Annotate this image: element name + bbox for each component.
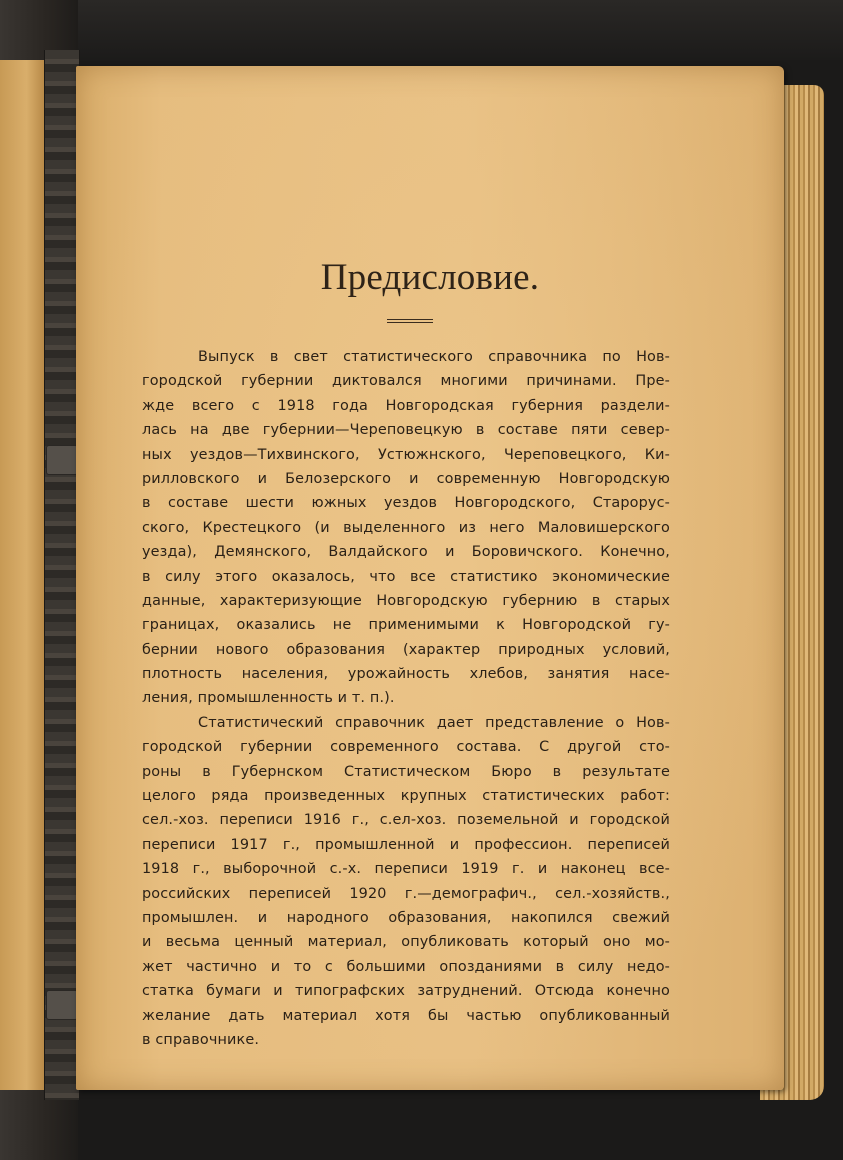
book-spine (44, 50, 80, 1100)
paragraph-2 (142, 711, 670, 1052)
preface-text (142, 345, 670, 1052)
text-line: Выпуск в свет статистического справочника по Нов- (198, 349, 670, 365)
text-line: данные, характеризующие Новгородскую губернию в старых (142, 592, 670, 609)
text-line: жде всего с 1918 года Новгородская губерния раздели- (142, 397, 670, 414)
text-line: уезда), Демянского, Валдайского и Боровичского. Конечно, (142, 544, 670, 561)
text-line: городской губернии современного состава. С другой сто- (142, 739, 670, 756)
text-line: жет частично и то с большими опозданиями в силу недо- (142, 958, 670, 975)
text-line: российских переписей 1920 г.—демографич., сел.-хозяйств., (142, 885, 670, 902)
text-line: статка бумаги и типографских затруднений. Отсюда конечно (142, 983, 670, 1000)
text-line: в составе шести южных уездов Новгородского, Старорус- (142, 495, 670, 512)
binding-clip (46, 990, 78, 1020)
text-line: ления, промышленность и т. п.). (142, 690, 395, 707)
title-divider (387, 319, 433, 323)
text-line: промышлен. и народного образования, накопился свежий (142, 909, 670, 926)
text-line: ского, Крестецкого (и выделенного из него Маловишерского (142, 519, 670, 536)
text-line: рилловского и Белозерского и современную Новгородскую (142, 470, 670, 487)
text-line: ных уездов—Тихвинского, Устюжнского, Череповецкого, Ки- (142, 446, 670, 463)
facing-page (0, 60, 46, 1090)
text-line: плотность населения, урожайность хлебов, занятия насе- (142, 666, 670, 683)
book-page (76, 66, 784, 1090)
text-line: в справочнике. (142, 1031, 260, 1048)
text-line: границах, оказались не применимыми к Новгородской гу- (142, 617, 670, 634)
text-line: в силу этого оказалось, что все статистико экономические (142, 568, 670, 585)
text-line: Статистический справочник дает представление о Нов- (198, 714, 670, 731)
text-line: лась на две губернии—Череповецкую в составе пяти север- (142, 422, 670, 439)
page-title: Предисловие. (320, 257, 540, 298)
text-line: 1918 г., выборочной с.-х. переписи 1919 г. и наконец все- (142, 861, 670, 878)
text-line: роны в Губернском Статистическом Бюро в результате (142, 763, 670, 780)
text-line: городской губернии диктовался многими причинами. Пре- (142, 373, 670, 390)
text-line: переписи 1917 г., промышленной и профессион. переписей (142, 836, 670, 853)
text-line: целого ряда произведенных крупных статистических работ: (142, 788, 670, 805)
text-line: сел.-хоз. переписи 1916 г., с.ел-хоз. поземельной и городской (142, 812, 670, 829)
text-line: и весьма ценный материал, опубликовать который оно мо- (142, 934, 670, 951)
paragraph-1 (142, 345, 670, 711)
background (0, 0, 843, 60)
text-line: бернии нового образования (характер природных условий, (142, 641, 670, 658)
binding-clip (46, 445, 78, 475)
text-line: желание дать материал хотя бы частью опубликованный (142, 1007, 670, 1024)
